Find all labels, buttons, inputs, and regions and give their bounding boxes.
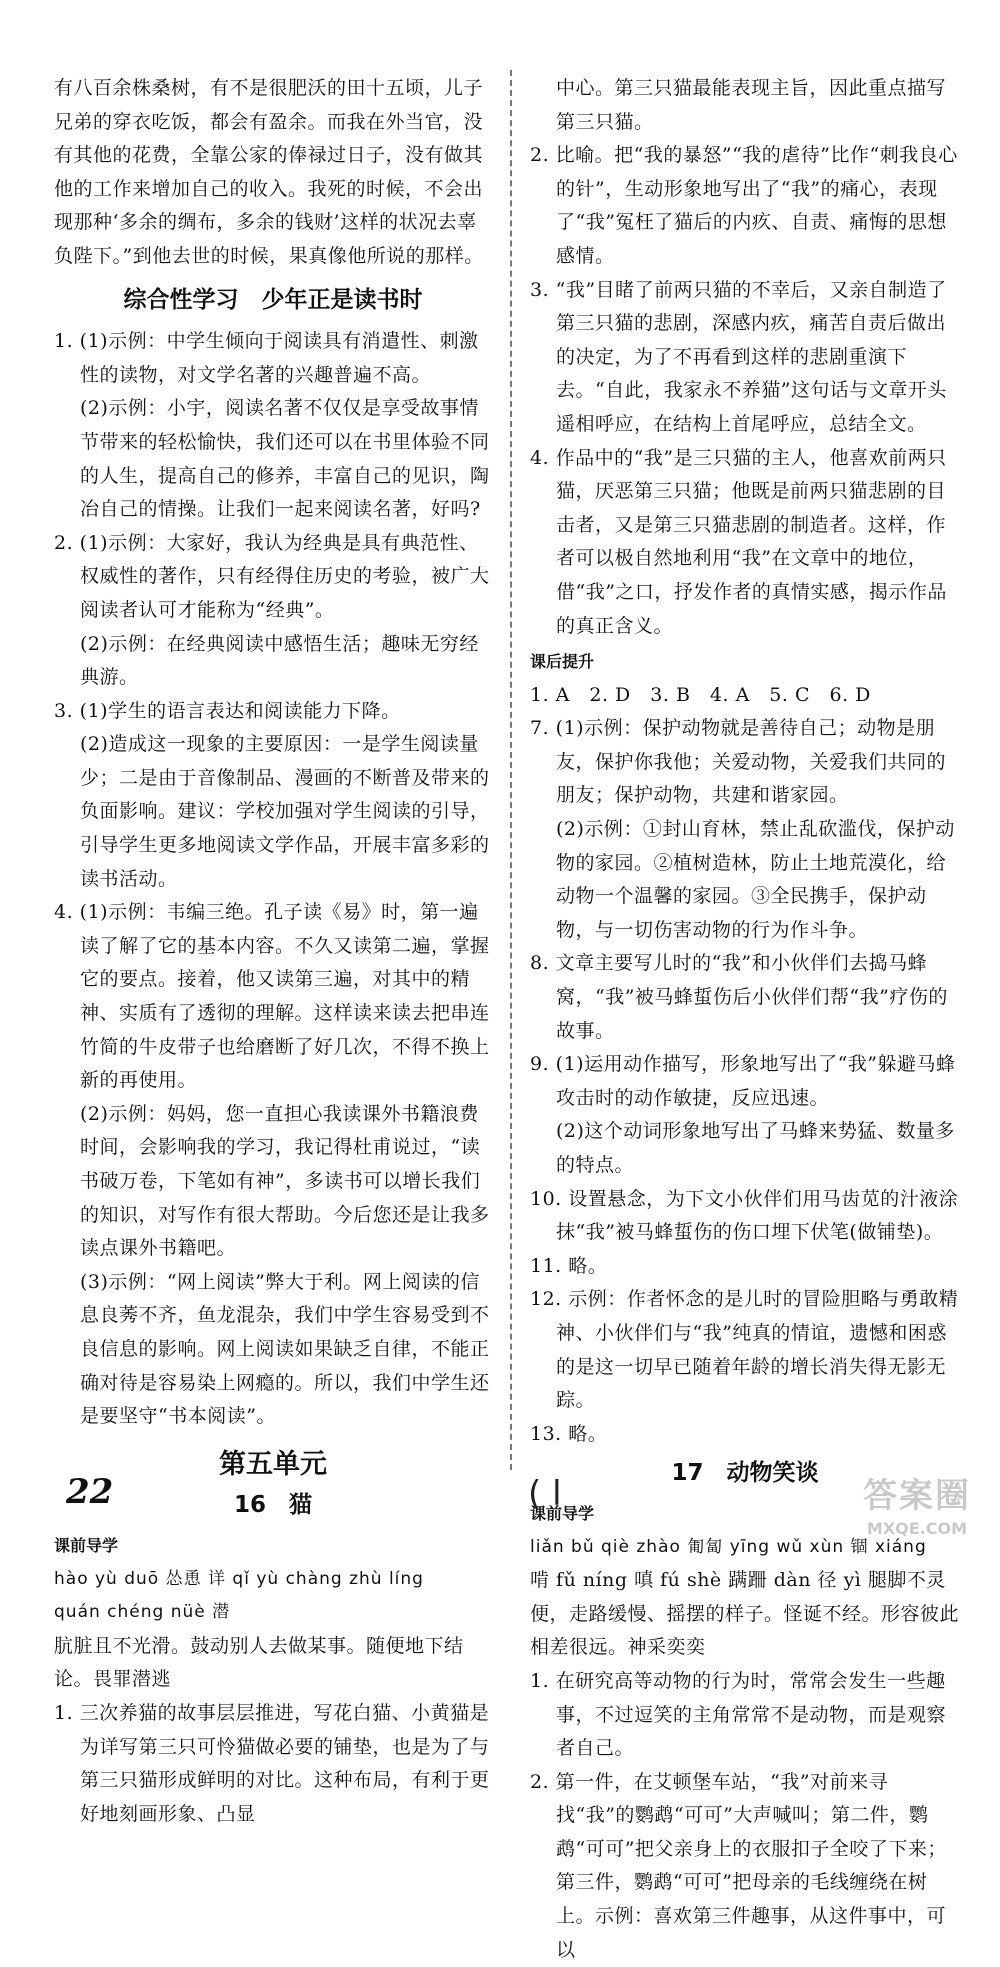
- answer-item: 12. 示例：作者怀念的是儿时的冒险胆略与勇敢精神、小伙伴们与“我”纯真的情谊，遗憾和困惑的是这一切早已随着年龄的增长消失得无影无踪。: [530, 1288, 959, 1412]
- lesson-title: 16 猫: [233, 1492, 312, 1519]
- answer-item: (3)示例：“网上阅读”弊大于利。网上阅读的信息良莠不齐，鱼龙混杂，我们中学生容易受到不良信息的影响。网上阅读如果缺乏自律，不能正确对待是容易染上网瘾的。所以，我们中学生还是要坚守“书本阅读”。: [80, 1270, 490, 1428]
- answer-item: 3. “我”目睹了前两只猫的不幸后，又亲自制造了第三只猫的悲剧，深感内疚，痛苦自责后做出的决定，为了不再看到这样的悲剧重演下去。“自此，我家永不养猫”这句话与文章开头遥相呼应，在结构上首尾呼应，总结全文。: [530, 278, 947, 435]
- intro-paragraph: 有八百余株桑树，有不是很肥沃的田十五顷，儿子兄弟的穿衣吃饭，都会有盈余。而我在外当官，没有其他的花费，全靠公家的俸禄过日子，没有做其他的工作来增加自己的收入。我死的时候，不会出现那种‘多余的绸布，多余的钱财’这样的状况去辜负陛下。”到他去世的时候，果真像他所说的那样。: [54, 77, 484, 267]
- pinyin-line: hào yù duō 怂恿 详 qǐ yù chàng zhù líng: [54, 1568, 424, 1589]
- answer-item: 10. 设置悬念，为下文小伙伴们用马齿苋的汁液涂抹“我”被马蜂蜇伤的伤口埋下伏笔(做铺垫)。: [530, 1187, 959, 1244]
- watermark-logo: [842, 1468, 992, 1543]
- unit-title: 第五单元: [219, 1448, 327, 1480]
- answer-item: 11. 略。: [530, 1254, 608, 1277]
- vocab-line: 肮脏且不光滑。鼓动别人去做某事。随便地下结论。畏罪潜逃: [54, 1634, 464, 1691]
- answer-item: 4. (1)示例：韦编三绝。孔子读《易》时，第一遍读了解了它的基本内容。不久又读第二遍，掌握它的要点。接着，他又读第三遍，对其中的精神、实质有了透彻的理解。这样读来读去把串连竹简的牛皮带子也给磨断了好几次，不得不换上新的再使用。: [54, 901, 490, 1092]
- answer-item: 1. (1)示例：中学生倾向于阅读具有消遣性、刺激性的读物，对文学名著的兴趣普遍不高。: [54, 330, 479, 386]
- pre-study-label: 课前导学: [54, 1535, 119, 1555]
- answer-item: 8. 文章主要写儿时的“我”和小伙伴们去捣马蜂窝，“我”被马蜂蜇伤后小伙伴们帮“我”疗伤的故事。: [530, 952, 948, 1042]
- answer-item: 3. (1)学生的语言表达和阅读能力下降。: [54, 699, 401, 722]
- right-column: [530, 72, 960, 1967]
- pre-study-label: 课前导学: [530, 1503, 595, 1523]
- pinyin-line: quán chéng nüè 潜: [54, 1602, 231, 1623]
- answer-item: (2)示例：在经典阅读中感悟生活；趣味无穷经典游。: [80, 632, 479, 689]
- answer-item: (2)这个动词形象地写出了马蜂来势猛、数量多的特点。: [556, 1120, 955, 1176]
- section-title: 综合性学习 少年正是读书时: [123, 286, 423, 313]
- handwritten-mark: ( l: [528, 1474, 562, 1514]
- watermark-url: MXQE.COM: [866, 1519, 968, 1538]
- column-divider: [510, 70, 512, 1470]
- answer-item: 9. (1)运用动作描写，形象地写出了“我”躲避马蜂攻击时的动作敏捷，反应迅速。: [530, 1053, 956, 1109]
- answer-item: (2)示例：①封山育林，禁止乱砍滥伐，保护动物的家园。②植树造林，防止土地荒漠化，给动物一个温馨的家园。③全民携手，保护动物，与一切伤害动物的行为作斗争。: [556, 818, 955, 941]
- answer-item: 2. 第一件，在艾顿堡车站，“我”对前来寻找“我”的鹦鹉“可可”大声喊叫；第二件，鹦鹉“可可”把父亲身上的衣服扣子全咬了下来；第三件，鹦鹉“可可”把母亲的毛线缠绕在树上。示例：喜欢第三件趣事，从这件事中，可以: [530, 1770, 947, 1961]
- post-study-label: 课后提升: [530, 652, 595, 672]
- answer-item: (2)示例：妈妈，您一直担心我读课外书籍浪费时间，会影响我的学习，我记得杜甫说过，“读书破万卷，下笔如有神”，多读书可以增长我们的知识，对写作有很大帮助。今后您还是让我多读点课外书籍吧。: [80, 1102, 490, 1260]
- left-column: [54, 72, 492, 1831]
- answer-item: 13. 略。: [530, 1422, 608, 1445]
- lesson-title: 17 动物笑谈: [671, 1460, 819, 1487]
- answer-item: (2)造成这一现象的主要原因：一是学生阅读量少；二是由于音像制品、漫画的不断普及带来的负面影响。建议：学校加强对学生阅读的引导，引导学生更多地阅读文学作品，开展丰富多彩的读书活动。: [80, 733, 490, 890]
- answer-item: 1. 在研究高等动物的行为时，常常会发生一些趣事，不过逗笑的主角常常不是动物，而是观察者自己。: [530, 1669, 947, 1760]
- vocab-line: 啃 fǔ níng 嗔 fú shè 蹒跚 dàn 径 yì 腿脚不灵便，走路缓慢、摇摆的样子。怪诞不经。形容彼此相差很远。神采奕奕: [530, 1569, 960, 1659]
- continued-paragraph: 中心。第三只猫最能表现主旨，因此重点描写第三只猫。: [556, 77, 947, 133]
- choice-answers: 1. A 2. D 3. B 4. A 5. C 6. D: [530, 683, 871, 706]
- answer-item: 7. (1)示例：保护动物就是善待自己；动物是朋友，保护你我他；关爱动物，关爱我们共同的朋友；保护动物，共建和谐家园。: [530, 717, 947, 807]
- watermark-text: 答案圈: [863, 1476, 971, 1516]
- page-number: 22: [66, 1472, 114, 1512]
- answer-item: 2. 比喻。把“我的暴怒”“我的虐待”比作“刺我良心的针”，生动形象地写出了“我”的痛心，表现了“我”冤枉了猫后的内疚、自责、痛悔的思想感情。: [530, 144, 958, 267]
- answer-item: 1. 三次养猫的故事层层推进，写花白猫、小黄猫是为详写第三只可怜猫做必要的铺垫，也是为了与第三只猫形成鲜明的对比。这种布局，有利于更好地刻画形象、凸显: [54, 1701, 490, 1825]
- answer-item: (2)示例：小宇，阅读名著不仅仅是享受故事情节带来的轻松愉快，我们还可以在书里体验不同的人生，提高自己的修养，丰富自己的见识，陶冶自己的情操。让我们一起来阅读名著，好吗?: [80, 397, 490, 521]
- answer-item: 4. 作品中的“我”是三只猫的主人，他喜欢前两只猫，厌恶第三只猫；他既是前两只猫悲剧的目击者，又是第三只猫悲剧的制造者。这样，作者可以极自然地利用“我”在文章中的地位，借“我”之口，抒发作者的真情实感，揭示作品的真正含义。: [530, 446, 947, 637]
- answer-item: 2. (1)示例：大家好，我认为经典是具有典范性、权威性的著作，只有经得住历史的考验，被广大阅读者认可才能称为“经典”。: [54, 531, 490, 621]
- pinyin-line: liǎn bǔ qiè zhào 匍匐 yīng wǔ xùn 锢 xiáng: [530, 1536, 927, 1557]
